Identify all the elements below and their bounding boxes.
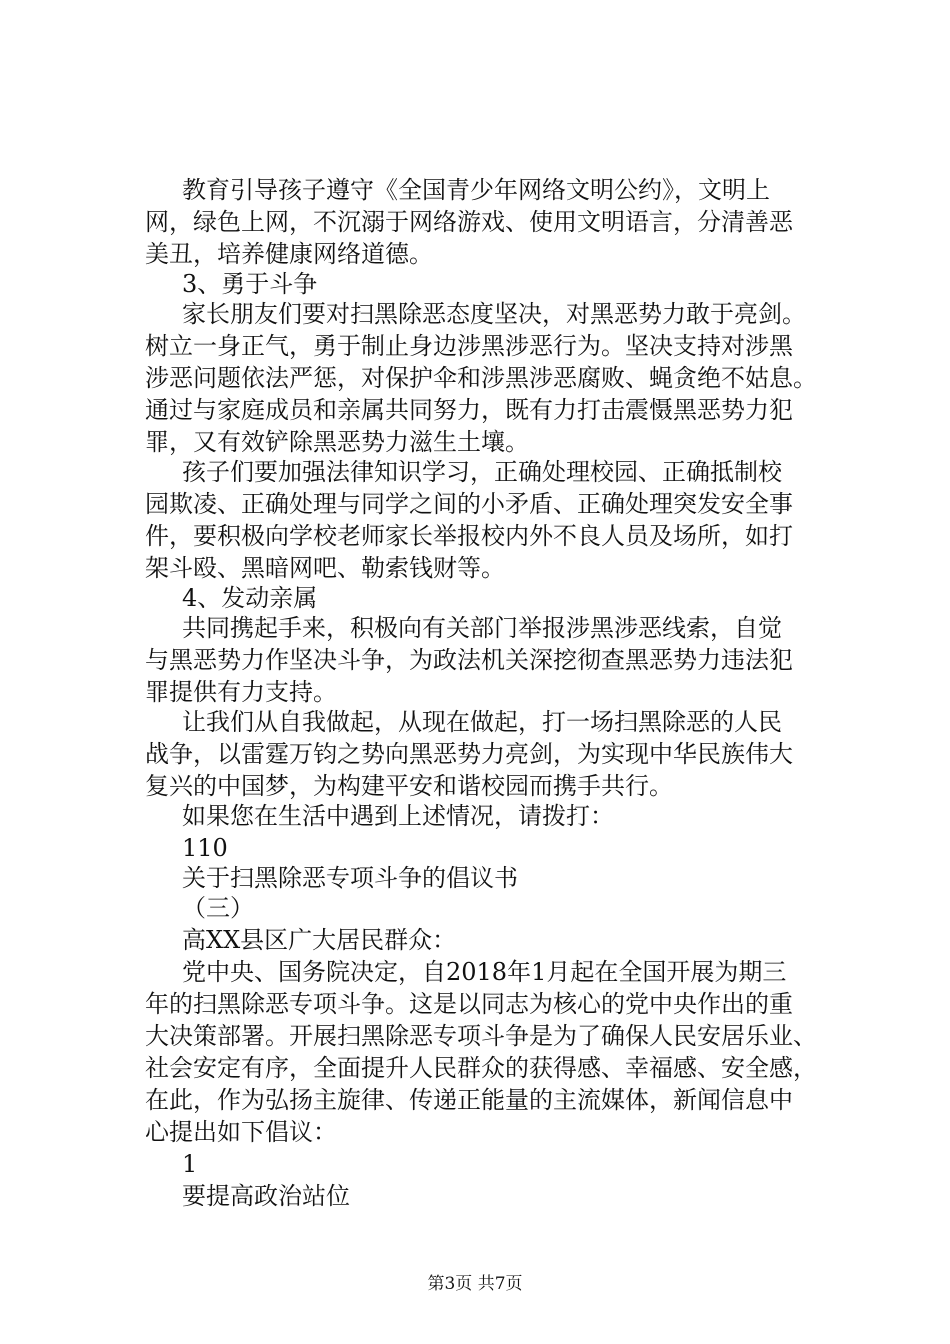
section-heading: 3、勇于斗争 — [182, 270, 318, 298]
paragraph-line: 教育引导孩子遵守《全国青少年网络文明公约》，文明上 — [182, 176, 770, 204]
paragraph-line: 共同携起手来，积极向有关部门举报涉黑涉恶线索，自觉 — [182, 614, 782, 642]
paragraph-line: 社会安定有序，全面提升人民群众的获得感、幸福感、安全感， — [145, 1054, 817, 1082]
paragraph-line: 架斗殴、黑暗网吧、勒索钱财等。 — [145, 554, 505, 582]
paragraph-line: 复兴的中国梦，为构建平安和谐校园而携手共行。 — [145, 772, 673, 800]
document-title: 关于扫黑除恶专项斗争的倡议书 — [182, 864, 518, 892]
paragraph-line: 园欺凌、正确处理与同学之间的小矛盾、正确处理突发安全事 — [145, 490, 793, 518]
paragraph-line: 如果您在生活中遇到上述情况，请拨打： — [182, 802, 614, 830]
paragraph-line: 罪，又有效铲除黑恶势力滋生土壤。 — [145, 428, 529, 456]
paragraph-line: 罪提供有力支持。 — [145, 678, 337, 706]
paragraph-line: 树立一身正气，勇于制止身边涉黑涉恶行为。坚决支持对涉黑 — [145, 332, 793, 360]
list-number: 1 — [182, 1150, 198, 1178]
paragraph-line: 党中央、国务院决定，自2018年1月起在全国开展为期三 — [182, 958, 787, 986]
paragraph-line: 美丑，培养健康网络道德。 — [145, 240, 433, 268]
paragraph-line: 年的扫黑除恶专项斗争。这是以同志为核心的党中央作出的重 — [145, 990, 793, 1018]
salutation: 高XX县区广大居民群众： — [182, 926, 457, 954]
paragraph-line: 通过与家庭成员和亲属共同努力，既有力打击震慑黑恶势力犯 — [145, 396, 793, 424]
paragraph-line: 战争，以雷霆万钧之势向黑恶势力亮剑，为实现中华民族伟大 — [145, 740, 793, 768]
paragraph-line: 要提高政治站位 — [182, 1182, 350, 1210]
paragraph-line: 大决策部署。开展扫黑除恶专项斗争是为了确保人民安居乐业、 — [145, 1022, 817, 1050]
paragraph-line: 家长朋友们要对扫黑除恶态度坚决，对黑恶势力敢于亮剑。 — [182, 300, 806, 328]
page-footer: 第3页 共7页 — [427, 1274, 523, 1294]
phone-number: 110 — [182, 834, 228, 862]
paragraph-line: 心提出如下倡议： — [145, 1118, 337, 1146]
paragraph-line: 件，要积极向学校老师家长举报校内外不良人员及场所，如打 — [145, 522, 793, 550]
section-number: （三） — [182, 894, 254, 922]
paragraph-line: 与黑恶势力作坚决斗争，为政法机关深挖彻查黑恶势力违法犯 — [145, 646, 793, 674]
section-heading: 4、发动亲属 — [182, 584, 318, 612]
paragraph-line: 涉恶问题依法严惩，对保护伞和涉黑涉恶腐败、蝇贪绝不姑息。 — [145, 364, 817, 392]
paragraph-line: 让我们从自我做起，从现在做起，打一场扫黑除恶的人民 — [182, 708, 782, 736]
paragraph-line: 孩子们要加强法律知识学习，正确处理校园、正确抵制校 — [182, 458, 782, 486]
paragraph-line: 在此，作为弘扬主旋律、传递正能量的主流媒体，新闻信息中 — [145, 1086, 793, 1114]
paragraph-line: 网，绿色上网，不沉溺于网络游戏、使用文明语言，分清善恶 — [145, 208, 793, 236]
